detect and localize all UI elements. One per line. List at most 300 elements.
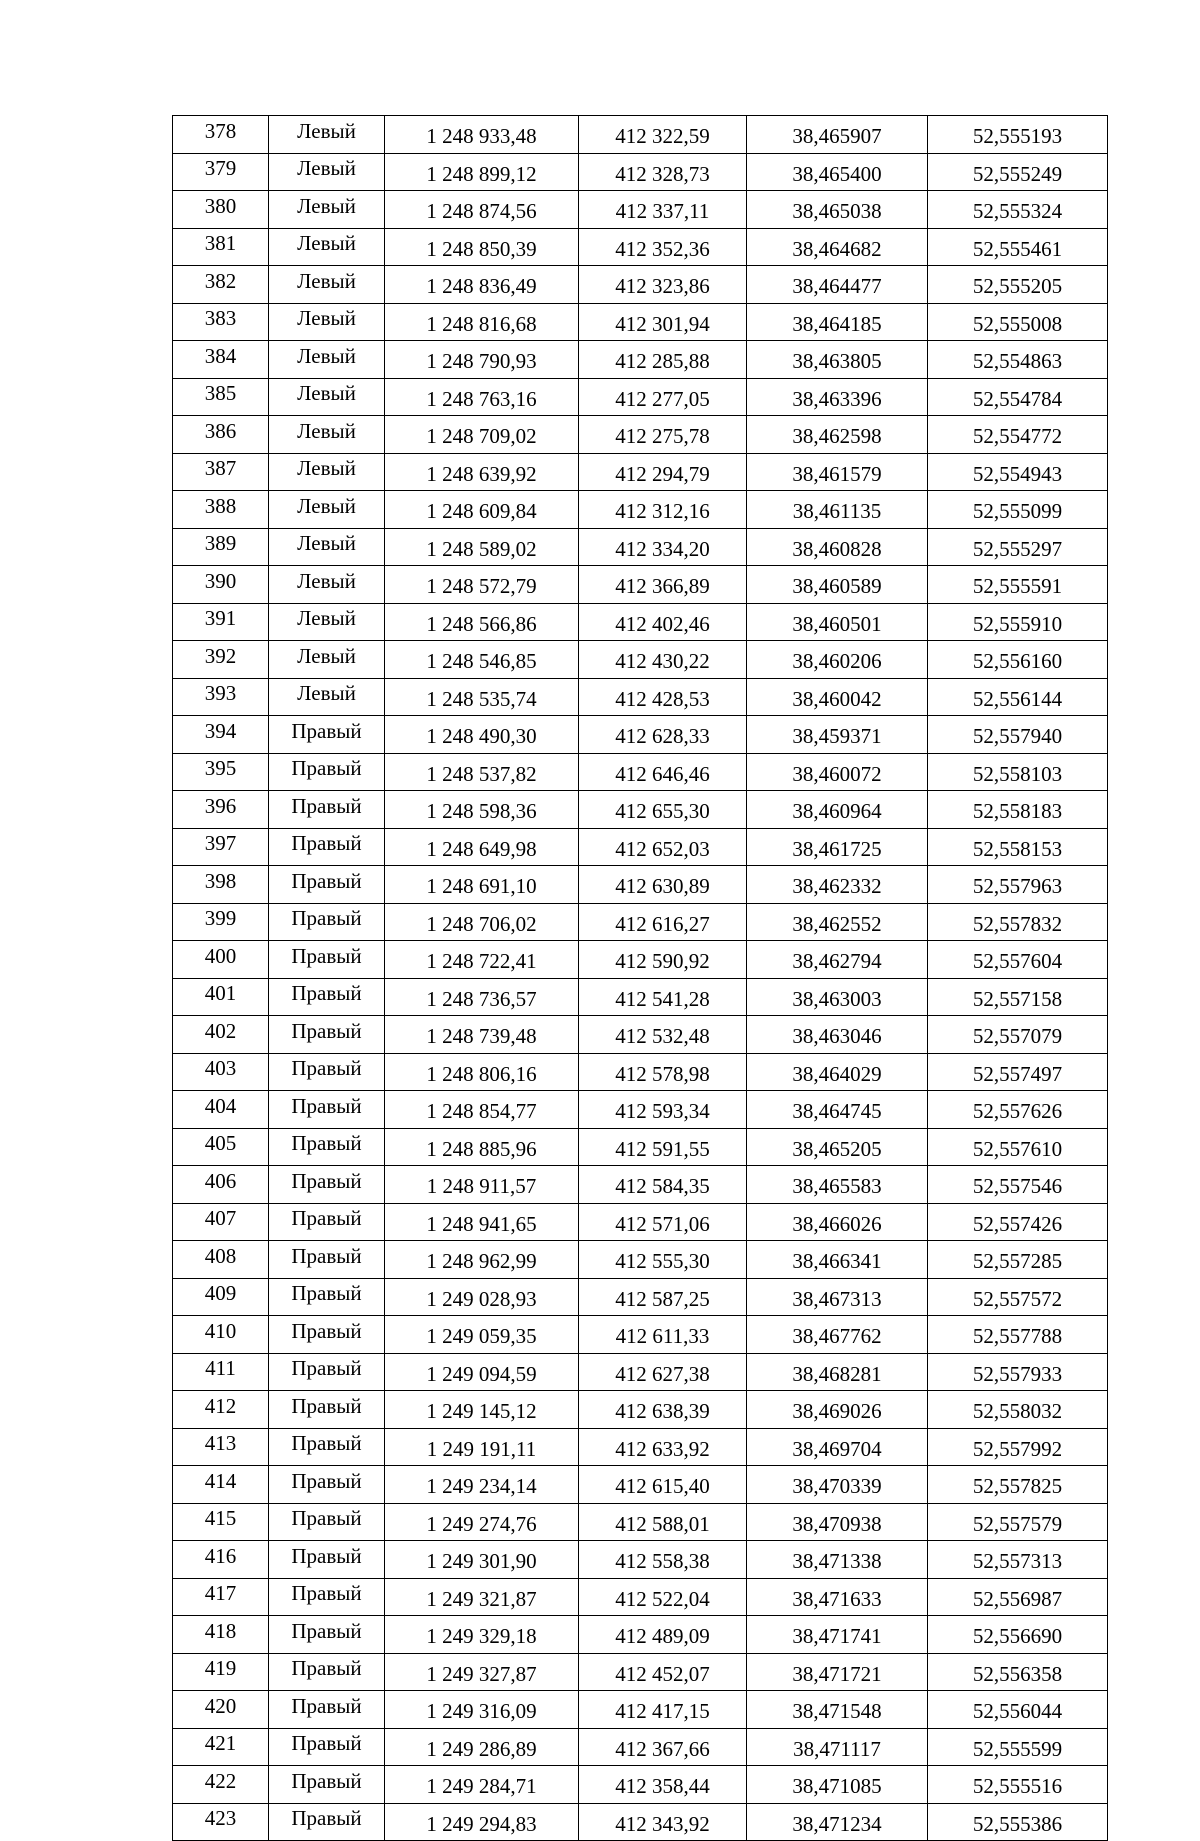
latitude-cell: 52,554863 [928,341,1108,379]
longitude-cell: 38,462332 [747,866,928,904]
table-row [173,191,1108,229]
longitude-cell: 38,465038 [747,191,928,229]
x-coordinate-cell: 1 249 234,14 [385,1466,579,1504]
table-row [173,791,1108,829]
longitude-cell: 38,470339 [747,1466,928,1504]
bank-side-cell: Правый [269,1353,385,1391]
x-coordinate-cell: 1 249 284,71 [385,1766,579,1804]
table-row [173,941,1108,979]
table-row [173,1091,1108,1129]
bank-side-cell: Левый [269,416,385,454]
bank-side-cell: Правый [269,716,385,754]
latitude-cell: 52,557285 [928,1241,1108,1279]
bank-side-cell: Правый [269,1803,385,1841]
x-coordinate-cell: 1 249 145,12 [385,1391,579,1429]
latitude-cell: 52,555099 [928,491,1108,529]
point-number-cell: 403 [173,1053,269,1091]
longitude-cell: 38,469704 [747,1428,928,1466]
x-coordinate-cell: 1 248 535,74 [385,678,579,716]
bank-side-cell: Правый [269,753,385,791]
latitude-cell: 52,556358 [928,1653,1108,1691]
longitude-cell: 38,460589 [747,566,928,604]
table-row [173,1278,1108,1316]
latitude-cell: 52,557788 [928,1316,1108,1354]
longitude-cell: 38,460501 [747,603,928,641]
bank-side-cell: Правый [269,1616,385,1654]
bank-side-cell: Правый [269,978,385,1016]
y-coordinate-cell: 412 584,35 [579,1166,747,1204]
x-coordinate-cell: 1 249 274,76 [385,1503,579,1541]
table-row [173,1241,1108,1279]
x-coordinate-cell: 1 249 059,35 [385,1316,579,1354]
table-row [173,1128,1108,1166]
longitude-cell: 38,463396 [747,378,928,416]
bank-side-cell: Левый [269,491,385,529]
y-coordinate-cell: 412 591,55 [579,1128,747,1166]
longitude-cell: 38,471721 [747,1653,928,1691]
point-number-cell: 421 [173,1728,269,1766]
table-row [173,1766,1108,1804]
bank-side-cell: Правый [269,1016,385,1054]
point-number-cell: 391 [173,603,269,641]
y-coordinate-cell: 412 334,20 [579,528,747,566]
table-row [173,528,1108,566]
latitude-cell: 52,554784 [928,378,1108,416]
y-coordinate-cell: 412 337,11 [579,191,747,229]
bank-side-cell: Левый [269,266,385,304]
y-coordinate-cell: 412 489,09 [579,1616,747,1654]
latitude-cell: 52,554772 [928,416,1108,454]
bank-side-cell: Левый [269,678,385,716]
point-number-cell: 414 [173,1466,269,1504]
point-number-cell: 413 [173,1428,269,1466]
x-coordinate-cell: 1 248 911,57 [385,1166,579,1204]
table-row [173,1541,1108,1579]
point-number-cell: 412 [173,1391,269,1429]
longitude-cell: 38,471085 [747,1766,928,1804]
bank-side-cell: Правый [269,903,385,941]
y-coordinate-cell: 412 571,06 [579,1203,747,1241]
latitude-cell: 52,555205 [928,266,1108,304]
latitude-cell: 52,556690 [928,1616,1108,1654]
x-coordinate-cell: 1 248 490,30 [385,716,579,754]
bank-side-cell: Правый [269,941,385,979]
y-coordinate-cell: 412 301,94 [579,303,747,341]
longitude-cell: 38,468281 [747,1353,928,1391]
x-coordinate-cell: 1 248 722,41 [385,941,579,979]
longitude-cell: 38,465907 [747,116,928,154]
table-row [173,378,1108,416]
bank-side-cell: Правый [269,1503,385,1541]
y-coordinate-cell: 412 655,30 [579,791,747,829]
x-coordinate-cell: 1 248 609,84 [385,491,579,529]
x-coordinate-cell: 1 248 566,86 [385,603,579,641]
point-number-cell: 417 [173,1578,269,1616]
table-row [173,1391,1108,1429]
table-row [173,978,1108,1016]
y-coordinate-cell: 412 402,46 [579,603,747,641]
point-number-cell: 399 [173,903,269,941]
latitude-cell: 52,558032 [928,1391,1108,1429]
y-coordinate-cell: 412 593,34 [579,1091,747,1129]
x-coordinate-cell: 1 248 899,12 [385,153,579,191]
table-row [173,1166,1108,1204]
point-number-cell: 379 [173,153,269,191]
latitude-cell: 52,557079 [928,1016,1108,1054]
table-row [173,416,1108,454]
longitude-cell: 38,460206 [747,641,928,679]
table-row [173,903,1108,941]
x-coordinate-cell: 1 248 836,49 [385,266,579,304]
bank-side-cell: Правый [269,1391,385,1429]
coordinates-table [172,115,1108,1841]
y-coordinate-cell: 412 275,78 [579,416,747,454]
bank-side-cell: Левый [269,341,385,379]
x-coordinate-cell: 1 248 816,68 [385,303,579,341]
x-coordinate-cell: 1 248 709,02 [385,416,579,454]
point-number-cell: 410 [173,1316,269,1354]
x-coordinate-cell: 1 248 763,16 [385,378,579,416]
point-number-cell: 382 [173,266,269,304]
latitude-cell: 52,556144 [928,678,1108,716]
y-coordinate-cell: 412 328,73 [579,153,747,191]
longitude-cell: 38,459371 [747,716,928,754]
point-number-cell: 388 [173,491,269,529]
x-coordinate-cell: 1 248 941,65 [385,1203,579,1241]
latitude-cell: 52,556987 [928,1578,1108,1616]
longitude-cell: 38,461725 [747,828,928,866]
table-row [173,491,1108,529]
y-coordinate-cell: 412 532,48 [579,1016,747,1054]
point-number-cell: 418 [173,1616,269,1654]
x-coordinate-cell: 1 248 537,82 [385,753,579,791]
point-number-cell: 396 [173,791,269,829]
latitude-cell: 52,556044 [928,1691,1108,1729]
table-row [173,566,1108,604]
y-coordinate-cell: 412 627,38 [579,1353,747,1391]
point-number-cell: 392 [173,641,269,679]
x-coordinate-cell: 1 248 649,98 [385,828,579,866]
y-coordinate-cell: 412 633,92 [579,1428,747,1466]
x-coordinate-cell: 1 248 598,36 [385,791,579,829]
table-row [173,228,1108,266]
x-coordinate-cell: 1 249 316,09 [385,1691,579,1729]
latitude-cell: 52,555516 [928,1766,1108,1804]
table-row [173,303,1108,341]
latitude-cell: 52,557610 [928,1128,1108,1166]
table-row [173,1503,1108,1541]
bank-side-cell: Правый [269,1241,385,1279]
latitude-cell: 52,555591 [928,566,1108,604]
longitude-cell: 38,460072 [747,753,928,791]
point-number-cell: 393 [173,678,269,716]
point-number-cell: 383 [173,303,269,341]
x-coordinate-cell: 1 249 294,83 [385,1803,579,1841]
x-coordinate-cell: 1 248 850,39 [385,228,579,266]
table-row [173,153,1108,191]
y-coordinate-cell: 412 452,07 [579,1653,747,1691]
longitude-cell: 38,471234 [747,1803,928,1841]
latitude-cell: 52,554943 [928,453,1108,491]
y-coordinate-cell: 412 638,39 [579,1391,747,1429]
longitude-cell: 38,460964 [747,791,928,829]
table-row [173,1316,1108,1354]
bank-side-cell: Левый [269,641,385,679]
table-row [173,1728,1108,1766]
point-number-cell: 398 [173,866,269,904]
latitude-cell: 52,557313 [928,1541,1108,1579]
latitude-cell: 52,557572 [928,1278,1108,1316]
longitude-cell: 38,464745 [747,1091,928,1129]
bank-side-cell: Левый [269,378,385,416]
bank-side-cell: Правый [269,1541,385,1579]
table-row [173,1466,1108,1504]
y-coordinate-cell: 412 611,33 [579,1316,747,1354]
point-number-cell: 405 [173,1128,269,1166]
bank-side-cell: Левый [269,566,385,604]
y-coordinate-cell: 412 630,89 [579,866,747,904]
y-coordinate-cell: 412 652,03 [579,828,747,866]
latitude-cell: 52,558103 [928,753,1108,791]
point-number-cell: 390 [173,566,269,604]
bank-side-cell: Правый [269,1578,385,1616]
latitude-cell: 52,557832 [928,903,1108,941]
table-row [173,1653,1108,1691]
y-coordinate-cell: 412 428,53 [579,678,747,716]
y-coordinate-cell: 412 615,40 [579,1466,747,1504]
x-coordinate-cell: 1 249 329,18 [385,1616,579,1654]
y-coordinate-cell: 412 352,36 [579,228,747,266]
longitude-cell: 38,467762 [747,1316,928,1354]
latitude-cell: 52,555249 [928,153,1108,191]
y-coordinate-cell: 412 277,05 [579,378,747,416]
longitude-cell: 38,464029 [747,1053,928,1091]
x-coordinate-cell: 1 249 028,93 [385,1278,579,1316]
x-coordinate-cell: 1 248 706,02 [385,903,579,941]
y-coordinate-cell: 412 358,44 [579,1766,747,1804]
x-coordinate-cell: 1 248 790,93 [385,341,579,379]
latitude-cell: 52,555386 [928,1803,1108,1841]
longitude-cell: 38,461135 [747,491,928,529]
coordinates-table-body [173,116,1108,1841]
bank-side-cell: Левый [269,153,385,191]
latitude-cell: 52,557992 [928,1428,1108,1466]
longitude-cell: 38,464185 [747,303,928,341]
table-row [173,678,1108,716]
x-coordinate-cell: 1 248 933,48 [385,116,579,154]
x-coordinate-cell: 1 248 639,92 [385,453,579,491]
table-row [173,866,1108,904]
point-number-cell: 422 [173,1766,269,1804]
bank-side-cell: Правый [269,866,385,904]
point-number-cell: 402 [173,1016,269,1054]
bank-side-cell: Правый [269,1203,385,1241]
bank-side-cell: Левый [269,191,385,229]
longitude-cell: 38,460828 [747,528,928,566]
bank-side-cell: Правый [269,1166,385,1204]
y-coordinate-cell: 412 558,38 [579,1541,747,1579]
latitude-cell: 52,558183 [928,791,1108,829]
point-number-cell: 416 [173,1541,269,1579]
y-coordinate-cell: 412 343,92 [579,1803,747,1841]
x-coordinate-cell: 1 249 301,90 [385,1541,579,1579]
longitude-cell: 38,470938 [747,1503,928,1541]
longitude-cell: 38,464682 [747,228,928,266]
latitude-cell: 52,555910 [928,603,1108,641]
point-number-cell: 419 [173,1653,269,1691]
longitude-cell: 38,465400 [747,153,928,191]
point-number-cell: 381 [173,228,269,266]
longitude-cell: 38,465583 [747,1166,928,1204]
latitude-cell: 52,555599 [928,1728,1108,1766]
table-row [173,341,1108,379]
latitude-cell: 52,557497 [928,1053,1108,1091]
x-coordinate-cell: 1 248 885,96 [385,1128,579,1166]
point-number-cell: 395 [173,753,269,791]
bank-side-cell: Правый [269,1466,385,1504]
x-coordinate-cell: 1 248 589,02 [385,528,579,566]
y-coordinate-cell: 412 430,22 [579,641,747,679]
bank-side-cell: Левый [269,453,385,491]
y-coordinate-cell: 412 522,04 [579,1578,747,1616]
longitude-cell: 38,466026 [747,1203,928,1241]
latitude-cell: 52,555008 [928,303,1108,341]
y-coordinate-cell: 412 367,66 [579,1728,747,1766]
bank-side-cell: Правый [269,1053,385,1091]
longitude-cell: 38,471548 [747,1691,928,1729]
point-number-cell: 389 [173,528,269,566]
table-row [173,716,1108,754]
latitude-cell: 52,558153 [928,828,1108,866]
latitude-cell: 52,555297 [928,528,1108,566]
latitude-cell: 52,555324 [928,191,1108,229]
bank-side-cell: Левый [269,116,385,154]
longitude-cell: 38,471338 [747,1541,928,1579]
bank-side-cell: Правый [269,1728,385,1766]
point-number-cell: 397 [173,828,269,866]
x-coordinate-cell: 1 248 736,57 [385,978,579,1016]
point-number-cell: 408 [173,1241,269,1279]
table-row [173,1578,1108,1616]
longitude-cell: 38,463046 [747,1016,928,1054]
bank-side-cell: Правый [269,1278,385,1316]
point-number-cell: 415 [173,1503,269,1541]
point-number-cell: 380 [173,191,269,229]
point-number-cell: 406 [173,1166,269,1204]
table-row [173,1691,1108,1729]
table-row [173,753,1108,791]
bank-side-cell: Правый [269,1128,385,1166]
point-number-cell: 387 [173,453,269,491]
latitude-cell: 52,557933 [928,1353,1108,1391]
x-coordinate-cell: 1 248 572,79 [385,566,579,604]
point-number-cell: 407 [173,1203,269,1241]
point-number-cell: 386 [173,416,269,454]
table-row [173,116,1108,154]
latitude-cell: 52,557546 [928,1166,1108,1204]
bank-side-cell: Правый [269,1316,385,1354]
bank-side-cell: Левый [269,603,385,641]
bank-side-cell: Правый [269,1091,385,1129]
point-number-cell: 384 [173,341,269,379]
latitude-cell: 52,557604 [928,941,1108,979]
table-row [173,453,1108,491]
bank-side-cell: Правый [269,828,385,866]
y-coordinate-cell: 412 366,89 [579,566,747,604]
point-number-cell: 404 [173,1091,269,1129]
x-coordinate-cell: 1 249 094,59 [385,1353,579,1391]
table-row [173,1803,1108,1841]
latitude-cell: 52,557426 [928,1203,1108,1241]
table-row [173,1428,1108,1466]
table-row [173,1203,1108,1241]
latitude-cell: 52,557825 [928,1466,1108,1504]
point-number-cell: 400 [173,941,269,979]
longitude-cell: 38,462552 [747,903,928,941]
bank-side-cell: Левый [269,528,385,566]
x-coordinate-cell: 1 249 191,11 [385,1428,579,1466]
bank-side-cell: Правый [269,1653,385,1691]
longitude-cell: 38,471117 [747,1728,928,1766]
table-row [173,828,1108,866]
latitude-cell: 52,557158 [928,978,1108,1016]
longitude-cell: 38,471633 [747,1578,928,1616]
bank-side-cell: Левый [269,303,385,341]
y-coordinate-cell: 412 578,98 [579,1053,747,1091]
point-number-cell: 401 [173,978,269,1016]
bank-side-cell: Правый [269,1766,385,1804]
x-coordinate-cell: 1 248 691,10 [385,866,579,904]
y-coordinate-cell: 412 555,30 [579,1241,747,1279]
y-coordinate-cell: 412 322,59 [579,116,747,154]
y-coordinate-cell: 412 285,88 [579,341,747,379]
longitude-cell: 38,462794 [747,941,928,979]
table-row [173,603,1108,641]
point-number-cell: 394 [173,716,269,754]
y-coordinate-cell: 412 616,27 [579,903,747,941]
table-row [173,1053,1108,1091]
point-number-cell: 420 [173,1691,269,1729]
bank-side-cell: Правый [269,1691,385,1729]
table-row [173,1016,1108,1054]
y-coordinate-cell: 412 588,01 [579,1503,747,1541]
x-coordinate-cell: 1 248 546,85 [385,641,579,679]
x-coordinate-cell: 1 248 854,77 [385,1091,579,1129]
x-coordinate-cell: 1 249 321,87 [385,1578,579,1616]
longitude-cell: 38,466341 [747,1241,928,1279]
latitude-cell: 52,557626 [928,1091,1108,1129]
latitude-cell: 52,556160 [928,641,1108,679]
table-row [173,266,1108,304]
longitude-cell: 38,462598 [747,416,928,454]
y-coordinate-cell: 412 323,86 [579,266,747,304]
point-number-cell: 409 [173,1278,269,1316]
latitude-cell: 52,557963 [928,866,1108,904]
y-coordinate-cell: 412 312,16 [579,491,747,529]
latitude-cell: 52,557940 [928,716,1108,754]
longitude-cell: 38,464477 [747,266,928,304]
point-number-cell: 385 [173,378,269,416]
x-coordinate-cell: 1 248 806,16 [385,1053,579,1091]
y-coordinate-cell: 412 628,33 [579,716,747,754]
x-coordinate-cell: 1 248 739,48 [385,1016,579,1054]
longitude-cell: 38,467313 [747,1278,928,1316]
longitude-cell: 38,465205 [747,1128,928,1166]
longitude-cell: 38,461579 [747,453,928,491]
y-coordinate-cell: 412 646,46 [579,753,747,791]
y-coordinate-cell: 412 590,92 [579,941,747,979]
latitude-cell: 52,555193 [928,116,1108,154]
